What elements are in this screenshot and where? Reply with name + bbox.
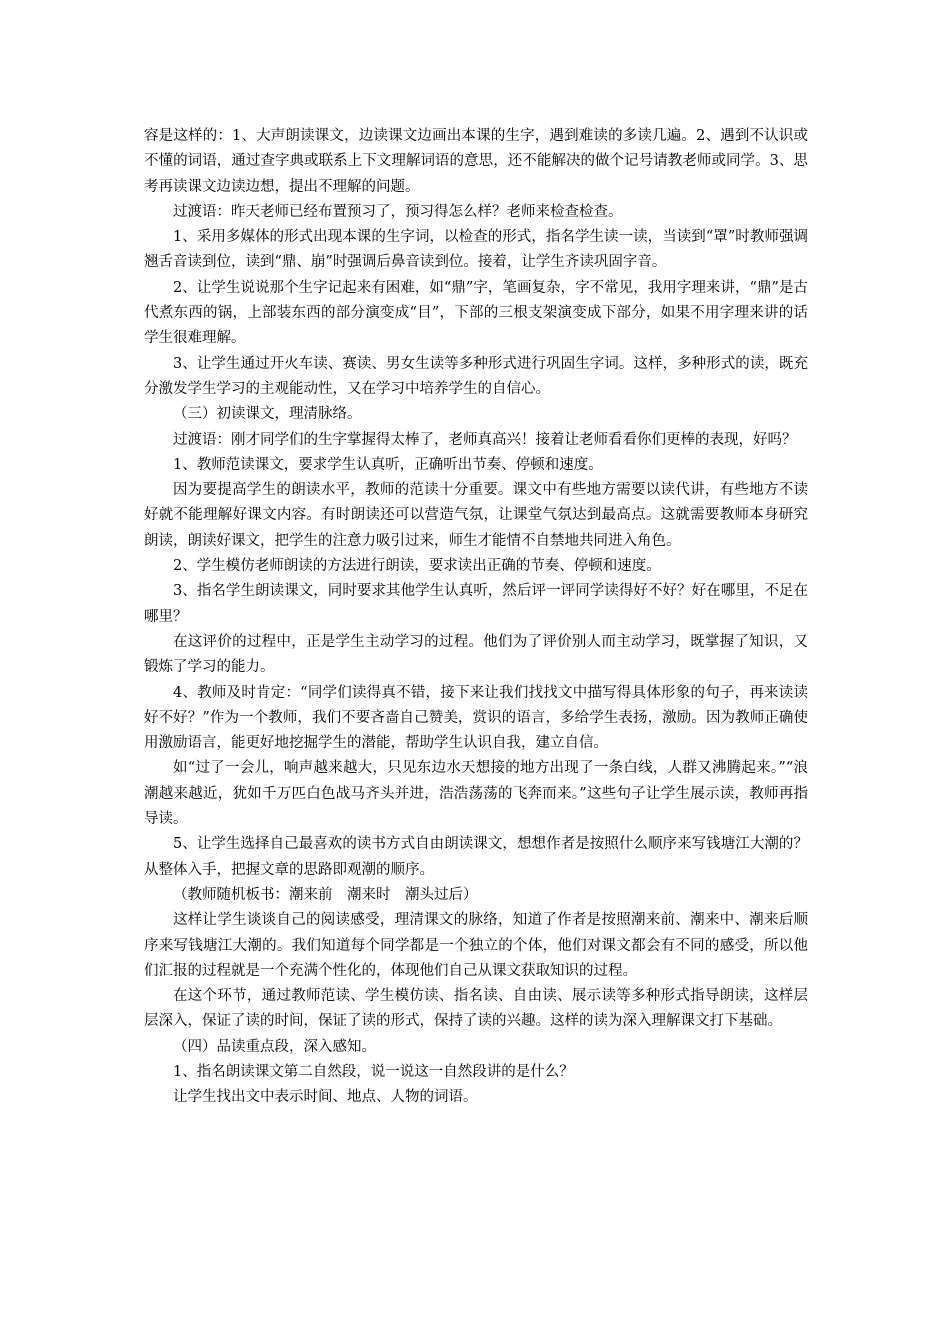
paragraph-step-1-multimedia: 1、采用多媒体的形式出现本课的生字词，以检查的形式，指名学生读一读，当读到“罩”时教师强调翘舌音读到位，读到“鼎、崩”时强调后鼻音读到位。接着，让学生齐读巩固字音。 (144, 229, 808, 271)
paragraph-teacher-praise: 4、教师及时肯定：“同学们读得真不错，接下来让我们找找文中描写得具体形象的句子，再来读读好不好？”作为一个教师，我们不要吝啬自己赞美，赏识的语言，多给学生表扬，激励。因为教师正确使用激励语言，能更好地挖掘学生的潜能，帮助学生认识自我，建立自信。 (144, 684, 808, 752)
section-heading-4: （四）品读重点段，深入感知。 (173, 1038, 376, 1055)
paragraph-example-sentences: 如“过了一会儿，响声越来越大，只见东边水天想接的地方出现了一条白线，人群又沸腾起来。”“浪潮越来越近，犹如千万匹白色战马齐头并进，浩浩荡荡的飞奔而来。”这些句子让学生展示读，教师再指导读。 (144, 760, 808, 828)
paragraph-free-reading: 5、让学生选择自己最喜欢的读书方式自由朗读课文，想想作者是按照什么顺序来写钱塘江大潮的？从整体入手，把握文章的思路即观潮的顺序。 (144, 836, 808, 878)
paragraph-transition-check: 过渡语：昨天老师已经布置预习了，预习得怎么样？老师来检查检查。 (173, 203, 623, 220)
paragraph-transition-praise: 过渡语：刚才同学们的生字掌握得太棒了，老师真高兴！接着让老师看看你们更棒的表现，好吗？ (173, 431, 797, 448)
paragraph-step-2-character-logic: 2、让学生说说那个生字记起来有困难，如“鼎”字，笔画复杂，字不常见，我用字理来讲，“鼎”是古代煮东西的锅，上部装东西的部分演变成“目”，下部的三根支架演变成下部分，如果不用字理来讲的话学生很难理解。 (144, 279, 808, 347)
document-page (144, 124, 808, 1111)
paragraph-named-reading: 3、指名学生朗读课文，同时要求其他学生认真听，然后评一评同学读得好不好？好在哪里，不足在哪里？ (144, 583, 808, 625)
paragraph-blackboard-notes: （教师随机板书：潮来前 潮来时 潮头过后） (173, 886, 478, 903)
paragraph-stage-summary: 在这个环节，通过教师范读、学生模仿读、指名读、自由读、展示读等多种形式指导朗读，这样层层深入，保证了读的时间，保证了读的形式，保持了读的兴趣。这样的读为深入理解课文打下基础。 (144, 988, 808, 1030)
paragraph-find-words: 让学生找出文中表示时间、地点、人物的词语。 (173, 1089, 478, 1106)
paragraph-evaluation-process: 在这评价的过程中，正是学生主动学习的过程。他们为了评价别人而主动学习，既掌握了知识，又锻炼了学习的能力。 (144, 633, 808, 676)
paragraph-teacher-model-reading: 1、教师范读课文，要求学生认真听，正确听出节奏、停顿和速度。 (173, 456, 603, 473)
paragraph-second-paragraph-reading: 1、指名朗读课文第二自然段，说一说这一自然段讲的是什么？ (173, 1063, 574, 1080)
paragraph-preview-requirements: 容是这样的：1、大声朗读课文，边读课文边画出本课的生字，遇到难读的多读几遍。2、遇到不认识或不懂的词语，通过查字典或联系上下文理解词语的意思，还不能解决的做个记号请教老师或同学。3、思考再读课文边读边想，提出不理解的问题。 (144, 128, 808, 195)
paragraph-step-3-reading-forms: 3、让学生通过开火车读、赛读、男女生读等多种形式进行巩固生字词。这样，多种形式的读，既充分激发学生学习的主观能动性，又在学习中培养学生的自信心。 (144, 355, 808, 397)
section-heading-3: （三）初读课文，理清脉络。 (173, 406, 362, 423)
paragraph-student-imitation: 2、学生模仿老师朗读的方法进行朗读，要求读出正确的节奏、停顿和速度。 (173, 558, 661, 575)
paragraph-reading-feelings: 这样让学生谈谈自己的阅读感受，理清课文的脉络，知道了作者是按照潮来前、潮来中、潮来后顺序来写钱塘江大潮的。我们知道每个同学都是一个独立的个体，他们对课文都会有不同的感受，所以他们汇报的过程就是一个充满个性化的，体现他们自己从课文获取知识的过程。 (144, 912, 808, 979)
paragraph-model-reading-reason: 因为要提高学生的朗读水平，教师的范读十分重要。课文中有些地方需要以读代讲，有些地方不读好就不能理解好课文内容。有时朗读还可以营造气氛，让课堂气氛达到最高点。这就需要教师本身研究朗读，朗读好课文，把学生的注意力吸引过来，师生才能情不自禁地共同进入角色。 (144, 482, 808, 549)
